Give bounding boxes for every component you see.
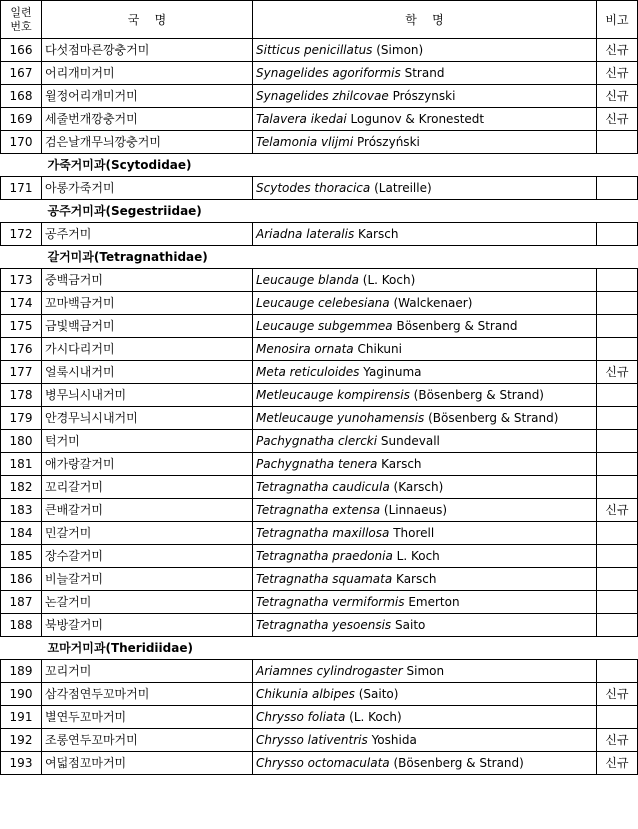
family-heading: 갈거미과(Tetragnathidae) [1, 246, 638, 269]
binomial-name: Tetragnatha vermiformis [256, 595, 405, 609]
table-row [1, 683, 638, 706]
korean-name: 삼각점연두꼬마거미 [42, 683, 253, 706]
note-badge [597, 223, 638, 246]
binomial-name: Metleucauge yunohamensis [256, 411, 425, 425]
scientific-name [253, 752, 597, 775]
serial-number: 177 [1, 361, 42, 384]
serial-number: 193 [1, 752, 42, 775]
binomial-name: Leucauge subgemmea [256, 319, 393, 333]
korean-name: 장수갈거미 [42, 545, 253, 568]
table-row [1, 269, 638, 292]
binomial-name: Ariadna lateralis [256, 227, 355, 241]
korean-name: 꼬리거미 [42, 660, 253, 683]
scientific-name [253, 545, 597, 568]
table-row [1, 62, 638, 85]
serial-number: 180 [1, 430, 42, 453]
note-badge [597, 453, 638, 476]
scientific-name [253, 39, 597, 62]
note-badge [597, 614, 638, 637]
binomial-name: Sitticus penicillatus [256, 43, 373, 57]
serial-number: 181 [1, 453, 42, 476]
family-row [1, 154, 638, 177]
serial-number: 191 [1, 706, 42, 729]
author-citation: Bösenberg & Strand [396, 319, 518, 333]
table-row [1, 522, 638, 545]
table-row [1, 729, 638, 752]
author-citation: Saito [395, 618, 426, 632]
binomial-name: Chrysso lativentris [256, 733, 368, 747]
scientific-name [253, 453, 597, 476]
table-row [1, 453, 638, 476]
note-badge: 신규 [597, 499, 638, 522]
binomial-name: Tetragnatha squamata [256, 572, 393, 586]
note-badge [597, 292, 638, 315]
binomial-name: Chrysso octomaculata [256, 756, 390, 770]
author-citation: (L. Koch) [362, 273, 416, 287]
table-row [1, 85, 638, 108]
note-badge: 신규 [597, 729, 638, 752]
family-row [1, 246, 638, 269]
korean-name: 꼬마백금거미 [42, 292, 253, 315]
binomial-name: Metleucauge kompirensis [256, 388, 410, 402]
author-citation: Thorell [393, 526, 435, 540]
table-row [1, 361, 638, 384]
binomial-name: Meta reticuloides [256, 365, 360, 379]
note-badge [597, 384, 638, 407]
note-badge: 신규 [597, 752, 638, 775]
scientific-name [253, 315, 597, 338]
serial-number: 175 [1, 315, 42, 338]
table-row [1, 292, 638, 315]
serial-number: 188 [1, 614, 42, 637]
table-row [1, 384, 638, 407]
author-citation: Yaginuma [363, 365, 422, 379]
serial-number: 169 [1, 108, 42, 131]
korean-name: 중백금거미 [42, 269, 253, 292]
note-badge [597, 591, 638, 614]
header-row [1, 1, 638, 39]
korean-name: 얼룩시내거미 [42, 361, 253, 384]
binomial-name: Telamonia vlijmi [256, 135, 354, 149]
serial-number: 178 [1, 384, 42, 407]
note-badge: 신규 [597, 361, 638, 384]
serial-number: 182 [1, 476, 42, 499]
author-citation: Prószyński [357, 135, 420, 149]
author-citation: (Bösenberg & Strand) [413, 388, 544, 402]
binomial-name: Pachygnatha clercki [256, 434, 378, 448]
korean-name: 안경무늬시내거미 [42, 407, 253, 430]
binomial-name: Synagelides zhilcovae [256, 89, 389, 103]
binomial-name: Chikunia albipes [256, 687, 355, 701]
scientific-name [253, 131, 597, 154]
binomial-name: Tetragnatha extensa [256, 503, 381, 517]
serial-number: 187 [1, 591, 42, 614]
scientific-name [253, 85, 597, 108]
table-row [1, 131, 638, 154]
header-note: 비고 [597, 1, 638, 39]
scientific-name [253, 177, 597, 200]
author-citation: (Simon) [376, 43, 424, 57]
family-heading: 공주거미과(Segestriidae) [1, 200, 638, 223]
family-heading: 가죽거미과(Scytodidae) [1, 154, 638, 177]
binomial-name: Pachygnatha tenera [256, 457, 378, 471]
scientific-name [253, 269, 597, 292]
serial-number: 190 [1, 683, 42, 706]
scientific-name [253, 522, 597, 545]
author-citation: (Walckenaer) [393, 296, 473, 310]
serial-number: 171 [1, 177, 42, 200]
korean-name: 세줄번개깡충거미 [42, 108, 253, 131]
korean-name: 어리개미거미 [42, 62, 253, 85]
serial-number: 170 [1, 131, 42, 154]
korean-name: 턱거미 [42, 430, 253, 453]
table-row [1, 108, 638, 131]
table-row [1, 407, 638, 430]
note-badge [597, 522, 638, 545]
header-korean-name: 국 명 [42, 1, 253, 39]
note-badge: 신규 [597, 39, 638, 62]
table-row [1, 706, 638, 729]
author-citation: Emerton [408, 595, 460, 609]
note-badge [597, 430, 638, 453]
table-row [1, 476, 638, 499]
binomial-name: Menosira ornata [256, 342, 354, 356]
binomial-name: Leucauge blanda [256, 273, 359, 287]
binomial-name: Tetragnatha yesoensis [256, 618, 392, 632]
scientific-name [253, 430, 597, 453]
korean-name: 비늘갈거미 [42, 568, 253, 591]
korean-name: 북방갈거미 [42, 614, 253, 637]
table-row [1, 591, 638, 614]
scientific-name [253, 499, 597, 522]
serial-number: 168 [1, 85, 42, 108]
header-scientific-name: 학 명 [253, 1, 597, 39]
binomial-name: Tetragnatha praedonia [256, 549, 393, 563]
author-citation: (Bösenberg & Strand) [428, 411, 559, 425]
serial-number: 172 [1, 223, 42, 246]
serial-number: 192 [1, 729, 42, 752]
scientific-name [253, 660, 597, 683]
note-badge [597, 177, 638, 200]
author-citation: (Latreille) [374, 181, 432, 195]
author-citation: Karsch [381, 457, 422, 471]
binomial-name: Synagelides agoriformis [256, 66, 401, 80]
note-badge [597, 706, 638, 729]
scientific-name [253, 683, 597, 706]
note-badge: 신규 [597, 108, 638, 131]
serial-number: 176 [1, 338, 42, 361]
korean-name: 윌정어리개미거미 [42, 85, 253, 108]
scientific-name [253, 223, 597, 246]
note-badge: 신규 [597, 683, 638, 706]
author-citation: (Karsch) [393, 480, 444, 494]
family-row [1, 637, 638, 660]
table-row [1, 614, 638, 637]
table-row [1, 752, 638, 775]
author-citation: (Linnaeus) [383, 503, 448, 517]
family-row [1, 200, 638, 223]
author-citation: (Saito) [358, 687, 399, 701]
author-citation: Simon [406, 664, 445, 678]
scientific-name [253, 591, 597, 614]
serial-number: 174 [1, 292, 42, 315]
note-badge [597, 269, 638, 292]
serial-number: 166 [1, 39, 42, 62]
header-number [1, 1, 42, 39]
korean-name: 공주거미 [42, 223, 253, 246]
korean-name: 아롱가죽거미 [42, 177, 253, 200]
author-citation: Karsch [358, 227, 399, 241]
korean-name: 조롱연두꼬마거미 [42, 729, 253, 752]
scientific-name [253, 108, 597, 131]
author-citation: Sundevall [380, 434, 440, 448]
note-badge: 신규 [597, 85, 638, 108]
author-citation: (L. Koch) [349, 710, 402, 724]
korean-name: 별연두꼬마거미 [42, 706, 253, 729]
scientific-name [253, 568, 597, 591]
scientific-name [253, 338, 597, 361]
table-row [1, 177, 638, 200]
table-row [1, 223, 638, 246]
note-badge [597, 131, 638, 154]
note-badge [597, 660, 638, 683]
scientific-name [253, 729, 597, 752]
table-row [1, 430, 638, 453]
korean-name: 금빛백금거미 [42, 315, 253, 338]
serial-number: 186 [1, 568, 42, 591]
korean-name: 다섯점마른깡충거미 [42, 39, 253, 62]
family-heading: 꼬마거미과(Theridiidae) [1, 637, 638, 660]
author-citation: Chikuni [357, 342, 402, 356]
note-badge [597, 476, 638, 499]
scientific-name [253, 292, 597, 315]
binomial-name: Tetragnatha maxillosa [256, 526, 390, 540]
note-badge: 신규 [597, 62, 638, 85]
binomial-name: Leucauge celebesiana [256, 296, 390, 310]
korean-name: 검은날개무늬깡충거미 [42, 131, 253, 154]
serial-number: 185 [1, 545, 42, 568]
binomial-name: Ariamnes cylindrogaster [256, 664, 403, 678]
scientific-name [253, 62, 597, 85]
table-row [1, 315, 638, 338]
korean-name: 병무늬시내거미 [42, 384, 253, 407]
author-citation: Strand [404, 66, 445, 80]
table-row [1, 568, 638, 591]
serial-number: 179 [1, 407, 42, 430]
scientific-name [253, 614, 597, 637]
binomial-name: Scytodes thoracica [256, 181, 371, 195]
header-number-label: 일련 번호 [10, 5, 32, 33]
serial-number: 173 [1, 269, 42, 292]
korean-name: 큰배갈거미 [42, 499, 253, 522]
author-citation: L. Koch [396, 549, 440, 563]
serial-number: 189 [1, 660, 42, 683]
note-badge [597, 338, 638, 361]
binomial-name: Chrysso foliata [256, 710, 346, 724]
scientific-name [253, 407, 597, 430]
author-citation: Yoshida [371, 733, 417, 747]
scientific-name [253, 361, 597, 384]
table-row [1, 545, 638, 568]
note-badge [597, 545, 638, 568]
binomial-name: Talavera ikedai [256, 112, 347, 126]
table-row [1, 338, 638, 361]
korean-name: 꼬리갈거미 [42, 476, 253, 499]
korean-name: 애가랑갈거미 [42, 453, 253, 476]
serial-number: 183 [1, 499, 42, 522]
author-citation: (Bösenberg & Strand) [393, 756, 524, 770]
serial-number: 184 [1, 522, 42, 545]
table-row [1, 660, 638, 683]
table-row [1, 39, 638, 62]
note-badge [597, 568, 638, 591]
scientific-name [253, 706, 597, 729]
serial-number: 167 [1, 62, 42, 85]
table-row [1, 499, 638, 522]
scientific-name [253, 476, 597, 499]
korean-name: 민갈거미 [42, 522, 253, 545]
author-citation: Prószynski [392, 89, 456, 103]
korean-name: 가시다리거미 [42, 338, 253, 361]
korean-name: 여덟점꼬마거미 [42, 752, 253, 775]
korean-name: 논갈거미 [42, 591, 253, 614]
note-badge [597, 315, 638, 338]
binomial-name: Tetragnatha caudicula [256, 480, 390, 494]
author-citation: Karsch [396, 572, 437, 586]
scientific-name [253, 384, 597, 407]
author-citation: Logunov & Kronestedt [350, 112, 485, 126]
note-badge [597, 407, 638, 430]
